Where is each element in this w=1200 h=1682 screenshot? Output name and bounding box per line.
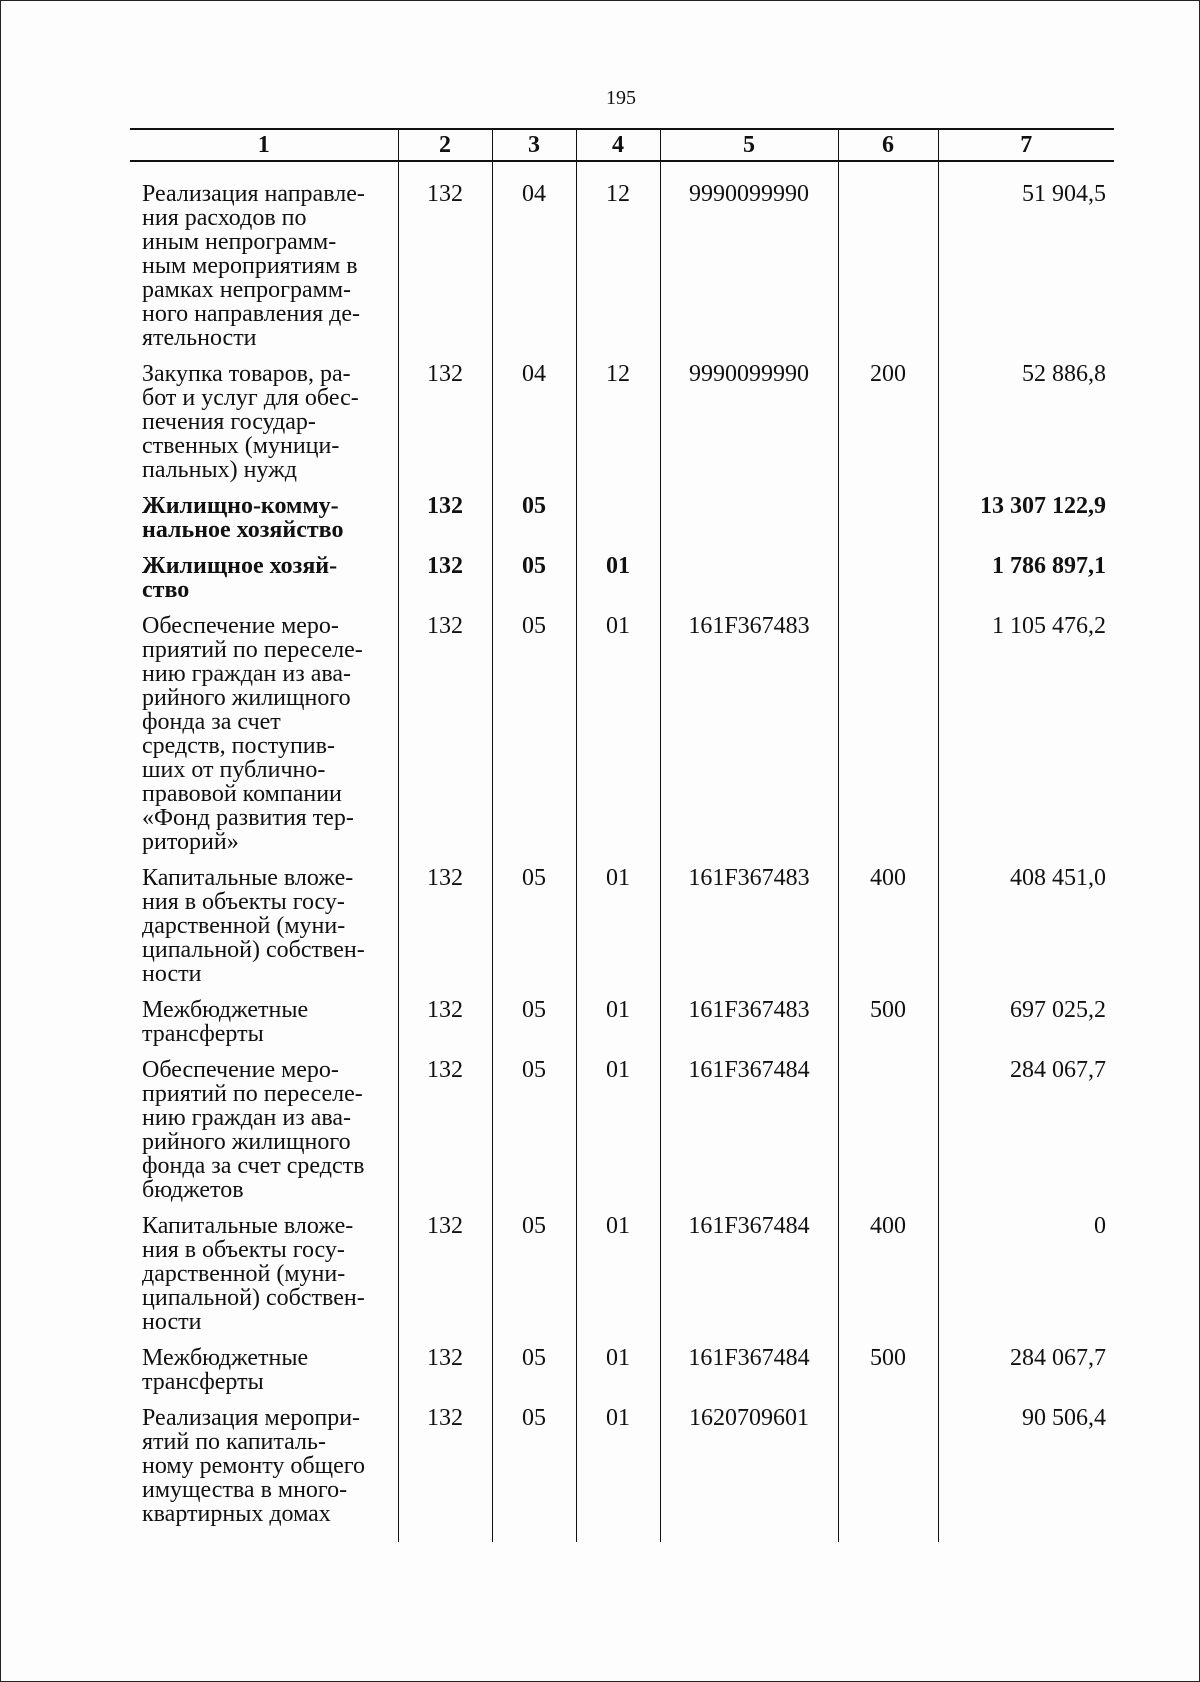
cell-col-2: 132 <box>398 614 492 866</box>
cell-col-4: 01 <box>576 866 660 998</box>
cell-name-line: печения государ- <box>142 409 316 435</box>
cell-col-3: 04 <box>492 182 576 362</box>
cell-col-3: 05 <box>492 614 576 866</box>
cell-col-5 <box>660 554 838 614</box>
cell-col-4: 01 <box>576 1214 660 1346</box>
cell-col-2: 132 <box>398 1058 492 1214</box>
cell-name <box>130 182 398 362</box>
cell-name-line: ния в объекты госу- <box>142 889 345 915</box>
header-col-5: 5 <box>660 129 838 161</box>
cell-name-line: Закупка товаров, ра- <box>142 361 351 387</box>
cell-name-line: ших от публично- <box>142 757 326 783</box>
cell-col-4: 01 <box>576 554 660 614</box>
cell-name-line: ности <box>142 1309 202 1335</box>
cell-col-7: 1 105 476,2 <box>938 614 1114 866</box>
cell-col-4: 12 <box>576 362 660 494</box>
cell-name <box>130 1058 398 1214</box>
cell-col-3: 05 <box>492 1214 576 1346</box>
cell-col-5: 1620709601 <box>660 1406 838 1538</box>
cell-name-line: фонда за счет средств <box>142 1153 365 1179</box>
cell-name-line: ственных (муници- <box>142 433 340 459</box>
cell-col-2: 132 <box>398 362 492 494</box>
cell-col-7: 284 067,7 <box>938 1058 1114 1214</box>
cell-col-3: 04 <box>492 362 576 494</box>
cell-name-line: рамках непрограмм- <box>142 277 351 303</box>
cell-name-line: правовой компании <box>142 781 342 807</box>
cell-name <box>130 494 398 554</box>
cell-name-line: Реализация меропри- <box>142 1405 361 1431</box>
cell-name <box>130 998 398 1058</box>
cell-name-line: ципальной) собствен- <box>142 1285 365 1311</box>
table-row <box>130 1406 1114 1538</box>
cell-col-7: 408 451,0 <box>938 866 1114 998</box>
cell-name-line: нию граждан из ава- <box>142 1105 352 1131</box>
cell-col-5: 9990099990 <box>660 362 838 494</box>
cell-col-7: 284 067,7 <box>938 1346 1114 1406</box>
cell-col-6: 500 <box>838 998 938 1058</box>
cell-col-5: 9990099990 <box>660 182 838 362</box>
cell-name-line: иным непрограмм- <box>142 229 337 255</box>
cell-name <box>130 1406 398 1538</box>
cell-col-3: 05 <box>492 1346 576 1406</box>
header-col-3: 3 <box>492 129 576 161</box>
header-row <box>130 129 1114 161</box>
cell-name <box>130 614 398 866</box>
cell-col-7: 0 <box>938 1214 1114 1346</box>
cell-col-2: 132 <box>398 554 492 614</box>
header-col-6: 6 <box>838 129 938 161</box>
cell-name <box>130 362 398 494</box>
cell-name-line: Реализация направле- <box>142 181 365 207</box>
cell-name-line: ного направления де- <box>142 301 360 327</box>
cell-col-6: 400 <box>838 866 938 998</box>
cell-col-2: 132 <box>398 1214 492 1346</box>
table-row <box>130 614 1114 866</box>
cell-name-line: ство <box>142 577 190 603</box>
cell-name-line: риторий» <box>142 829 239 855</box>
cell-col-3: 05 <box>492 1406 576 1538</box>
table-row <box>130 494 1114 554</box>
cell-col-2: 132 <box>398 1406 492 1538</box>
cell-col-4 <box>576 494 660 554</box>
cell-col-5: 161F367483 <box>660 998 838 1058</box>
cell-name-line: нию граждан из ава- <box>142 661 352 687</box>
cell-col-3: 05 <box>492 866 576 998</box>
cell-name-line: трансферты <box>142 1369 264 1395</box>
cell-name-line: ятельности <box>142 325 257 351</box>
cell-name-line: имущества в много- <box>142 1477 348 1503</box>
table-row <box>130 866 1114 998</box>
cell-col-5: 161F367483 <box>660 614 838 866</box>
budget-table <box>130 128 1114 1542</box>
cell-name-line: Капитальные вложе- <box>142 865 354 891</box>
cell-name-line: ния в объекты госу- <box>142 1237 345 1263</box>
cell-name-line: ния расходов по <box>142 205 307 231</box>
cell-name <box>130 554 398 614</box>
cell-col-5: 161F367483 <box>660 866 838 998</box>
cell-name <box>130 1346 398 1406</box>
header-col-1: 1 <box>130 129 398 161</box>
cell-col-6 <box>838 1406 938 1538</box>
cell-name-line: «Фонд развития тер- <box>142 805 354 831</box>
budget-table-container <box>130 128 1114 1528</box>
table-row <box>130 554 1114 614</box>
table-header <box>130 129 1114 161</box>
header-col-2: 2 <box>398 129 492 161</box>
cell-name-line: Жилищно-комму- <box>142 493 339 519</box>
cell-col-2: 132 <box>398 494 492 554</box>
table-row <box>130 182 1114 362</box>
cell-col-4: 01 <box>576 998 660 1058</box>
table-tail-row <box>130 1538 1114 1542</box>
cell-col-3: 05 <box>492 1058 576 1214</box>
cell-col-2: 132 <box>398 182 492 362</box>
cell-col-4: 12 <box>576 182 660 362</box>
table-body <box>130 161 1114 1542</box>
cell-col-3: 05 <box>492 494 576 554</box>
cell-name-line: Капитальные вложе- <box>142 1213 354 1239</box>
cell-name-line: Межбюджетные <box>142 1345 309 1371</box>
cell-col-5: 161F367484 <box>660 1346 838 1406</box>
cell-name-line: нальное хозяйство <box>142 517 344 543</box>
table-row <box>130 998 1114 1058</box>
cell-name-line: дарственной (муни- <box>142 913 346 939</box>
cell-col-6 <box>838 182 938 362</box>
cell-col-6: 500 <box>838 1346 938 1406</box>
cell-name-line: бот и услуг для обес- <box>142 385 359 411</box>
cell-col-7: 52 886,8 <box>938 362 1114 494</box>
cell-name <box>130 866 398 998</box>
table-row <box>130 1058 1114 1214</box>
cell-col-6 <box>838 554 938 614</box>
cell-name-line: Жилищное хозяй- <box>142 553 338 579</box>
cell-name-line: ятий по капиталь- <box>142 1429 326 1455</box>
cell-name-line: квартирных домах <box>142 1501 331 1527</box>
cell-name-line: Межбюджетные <box>142 997 309 1023</box>
cell-col-3: 05 <box>492 554 576 614</box>
cell-col-7: 90 506,4 <box>938 1406 1114 1538</box>
cell-col-5 <box>660 494 838 554</box>
cell-col-2: 132 <box>398 1346 492 1406</box>
cell-col-4: 01 <box>576 614 660 866</box>
cell-col-7: 697 025,2 <box>938 998 1114 1058</box>
page-number: 195 <box>606 87 636 109</box>
table-row <box>130 362 1114 494</box>
cell-name-line: ципальной) собствен- <box>142 937 365 963</box>
cell-name-line: ности <box>142 961 202 987</box>
cell-col-5: 161F367484 <box>660 1058 838 1214</box>
cell-name-line: ным мероприятиям в <box>142 253 358 279</box>
cell-col-6 <box>838 494 938 554</box>
cell-name <box>130 1214 398 1346</box>
cell-col-4: 01 <box>576 1346 660 1406</box>
cell-name-line: бюджетов <box>142 1177 244 1203</box>
cell-name-line: приятий по переселе- <box>142 1081 363 1107</box>
cell-name-line: дарственной (муни- <box>142 1261 346 1287</box>
cell-col-2: 132 <box>398 866 492 998</box>
cell-col-6: 200 <box>838 362 938 494</box>
cell-col-7: 13 307 122,9 <box>938 494 1114 554</box>
header-col-4: 4 <box>576 129 660 161</box>
cell-col-6 <box>838 614 938 866</box>
cell-name-line: рийного жилищного <box>142 685 351 711</box>
cell-col-4: 01 <box>576 1058 660 1214</box>
cell-col-7: 1 786 897,1 <box>938 554 1114 614</box>
header-col-7: 7 <box>938 129 1114 161</box>
cell-col-4: 01 <box>576 1406 660 1538</box>
cell-col-6 <box>838 1058 938 1214</box>
cell-col-5: 161F367484 <box>660 1214 838 1346</box>
cell-name-line: трансферты <box>142 1021 264 1047</box>
cell-col-3: 05 <box>492 998 576 1058</box>
cell-name-line: средств, поступив- <box>142 733 335 759</box>
table-row <box>130 1214 1114 1346</box>
table-row <box>130 1346 1114 1406</box>
cell-name-line: фонда за счет <box>142 709 281 735</box>
cell-name-line: пальных) нужд <box>142 457 297 483</box>
cell-col-7: 51 904,5 <box>938 182 1114 362</box>
cell-col-2: 132 <box>398 998 492 1058</box>
cell-name-line: приятий по переселе- <box>142 637 363 663</box>
table-spacer-row <box>130 161 1114 182</box>
cell-name-line: ному ремонту общего <box>142 1453 366 1479</box>
cell-name-line: Обеспечение меро- <box>142 1057 339 1083</box>
cell-col-6: 400 <box>838 1214 938 1346</box>
cell-name-line: рийного жилищного <box>142 1129 351 1155</box>
cell-name-line: Обеспечение меро- <box>142 613 339 639</box>
